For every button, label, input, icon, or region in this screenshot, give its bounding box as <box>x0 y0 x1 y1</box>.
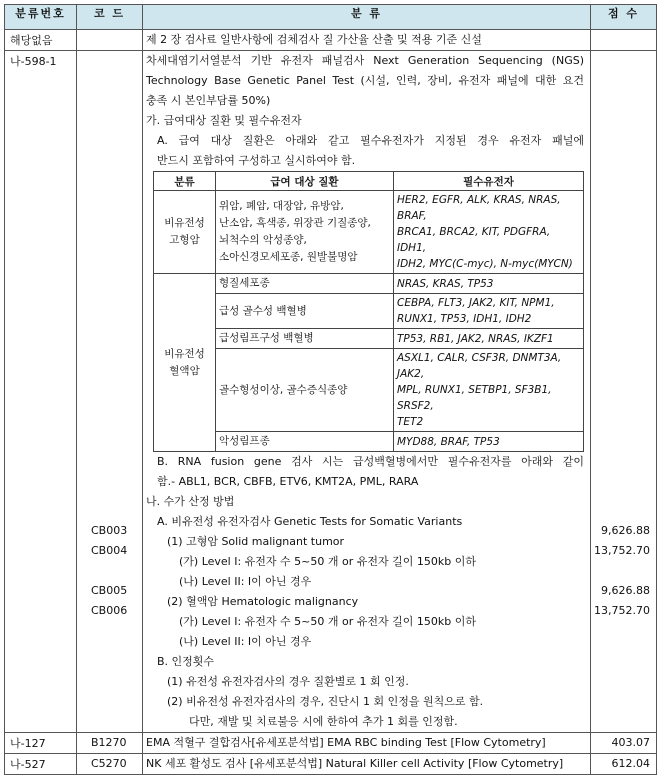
disease-lymphoma: 악성림프종 <box>216 432 394 452</box>
header-cat-no: 분류번호 <box>5 5 77 30</box>
code-cb003: CB003 <box>91 524 128 537</box>
code-cb004: CB004 <box>91 544 128 557</box>
solid-tumor-header: (1) 고형암 Solid malignant tumor <box>167 535 345 548</box>
heme-header: (2) 혈액암 Hematologic malignancy <box>167 595 359 608</box>
score-cb003: 9,626.88 <box>601 524 650 537</box>
title-line-2: Technology Base Genetic Panel Test (시설, 인력, 장비, 유전자 패널에 대한 요건 <box>146 74 584 87</box>
inner-header-disease: 급여 대상 질환 <box>216 172 394 191</box>
code-cell: C5270 <box>91 757 127 770</box>
group-heme: 비유전성 혈액암 <box>154 274 216 452</box>
section-b-line-1: B. RNA fusion gene 검사 시는 급성백혈병에서만 필수유전자를 아래와 같이 <box>157 455 584 468</box>
header-category: 분 류 <box>143 5 591 30</box>
count-header: B. 인정횟수 <box>157 655 215 668</box>
disease-aml: 급성 골수성 백혈병 <box>216 294 394 329</box>
header-row <box>5 5 657 30</box>
section-a-line-1: A. 급여 대상 질환은 아래와 같고 필수유전자가 지정된 경우 유전자 패널에 <box>157 134 584 147</box>
section-ga: 가. 급여대상 질환 및 필수유전자 <box>146 114 302 127</box>
genes-all: TP53, RB1, JAK2, NRAS, IKZF1 <box>394 329 584 349</box>
heme-level-1: (가) Level I: 유전자 수 5~50 개 or 유전자 길이 150kb 이하 <box>179 615 476 628</box>
heme-level-2: (나) Level II: I이 아닌 경우 <box>179 635 312 648</box>
genes-plasmacytoma: NRAS, KRAS, TP53 <box>394 274 584 294</box>
inner-header-group: 분류 <box>154 172 216 191</box>
inner-header-genes: 필수유전자 <box>394 172 584 191</box>
score-cell: 403.07 <box>611 736 650 749</box>
disease-mds-mpn: 골수형성이상, 골수증식종양 <box>216 349 394 432</box>
fee-schedule-document <box>4 4 656 771</box>
genes-solid: HER2, EGFR, ALK, KRAS, NRAS, BRAF, BRCA1, BRCA2, KIT, PDGFRA, IDH1, IDH2, MYC(C-myc), N-myc(MYCN) <box>394 191 584 274</box>
section-a-line-2: 반드시 포함하여 구성하고 실시하여야 함. <box>157 154 356 167</box>
title-line-3: 충족 시 본인부담률 50%) <box>146 94 271 107</box>
category-text: NK 세포 활성도 검사 [유세포분석법] Natural Killer cell Activity [Flow Cytometry] <box>146 757 564 770</box>
count-line-2: (2) 비유전성 유전자검사의 경우, 진단시 1 회 인정을 원칙으로 함. <box>167 695 484 708</box>
header-score: 점 수 <box>591 5 657 30</box>
disease-plasmacytoma: 형질세포종 <box>216 274 394 294</box>
inner-row-heme-1 <box>154 274 584 294</box>
solid-level-1: (가) Level I: 유전자 수 5~50 개 or 유전자 길이 150kb 이하 <box>179 555 476 568</box>
genes-mds-mpn: ASXL1, CALR, CSF3R, DNMT3A, JAK2, MPL, RUNX1, SETBP1, SF3B1, SRSF2, TET2 <box>394 349 584 432</box>
score-cb006: 13,752.70 <box>594 604 650 617</box>
category-text: EMA 적혈구 결합검사[유세포분석법] EMA RBC binding Test [Flow Cytometry] <box>146 736 546 749</box>
disease-all: 급성림프구성 백혈병 <box>216 329 394 349</box>
count-line-1: (1) 유전성 유전자검사의 경우 질환별로 1 회 인정. <box>167 675 409 688</box>
code-cb005: CB005 <box>91 584 128 597</box>
score-cb004: 13,752.70 <box>594 544 650 557</box>
genes-aml: CEBPA, FLT3, JAK2, KIT, NPM1, RUNX1, TP53, IDH1, IDH2 <box>394 294 584 329</box>
count-line-3: 다만, 재발 및 치료불응 시에 한하여 추가 1 회를 인정함. <box>189 715 458 728</box>
inner-row-heme-3 <box>154 329 584 349</box>
section-b-line-2: 함.- ABL1, BCR, CBFB, ETV6, KMT2A, PML, RARA <box>157 475 419 488</box>
cat-no-cell: 해당없음 <box>5 30 77 51</box>
table-row <box>5 30 657 51</box>
score-cell: 612.04 <box>611 757 650 770</box>
section-na: 나. 수가 산정 방법 <box>146 495 235 508</box>
title-line-1: 차세대염기서열분석 기반 유전자 패널검사 Next Generation Sequencing (NGS) <box>146 54 584 67</box>
category-text: 제 2 장 검사료 일반사항에 검체검사 질 가산율 산출 및 적용 기준 신설 <box>146 33 482 46</box>
disease-solid: 위암, 폐암, 대장암, 유방암, 난소암, 흑색종, 위장관 기질종양, 뇌척수의 악성종양, 소아신경모세포종, 원발불명암 <box>216 191 394 274</box>
inner-row-heme-4 <box>154 349 584 432</box>
score-cb005: 9,626.88 <box>601 584 650 597</box>
inner-header-row <box>154 172 584 191</box>
covered-disease-table <box>153 171 584 452</box>
cat-no-cell: 나-527 <box>5 754 77 775</box>
inner-row-heme-2 <box>154 294 584 329</box>
table-row <box>5 754 657 775</box>
table-row-ngs <box>5 51 657 733</box>
genes-lymphoma: MYD88, BRAF, TP53 <box>394 432 584 452</box>
category-column <box>143 51 591 733</box>
cat-no-cell: 나-127 <box>5 733 77 754</box>
group-solid: 비유전성 고형암 <box>154 191 216 274</box>
code-column <box>77 51 143 733</box>
fee-schedule-table <box>4 4 657 775</box>
code-cb006: CB006 <box>91 604 128 617</box>
score-column <box>591 51 657 733</box>
header-code: 코 드 <box>77 5 143 30</box>
solid-level-2: (나) Level II: I이 아닌 경우 <box>179 575 312 588</box>
inner-row-heme-5 <box>154 432 584 452</box>
inner-row-solid <box>154 191 584 274</box>
section-na-a: A. 비유전성 유전자검사 Genetic Tests for Somatic Variants <box>157 515 463 528</box>
cat-no-cell: 나-598-1 <box>5 51 77 733</box>
table-row <box>5 733 657 754</box>
code-cell: B1270 <box>91 736 127 749</box>
